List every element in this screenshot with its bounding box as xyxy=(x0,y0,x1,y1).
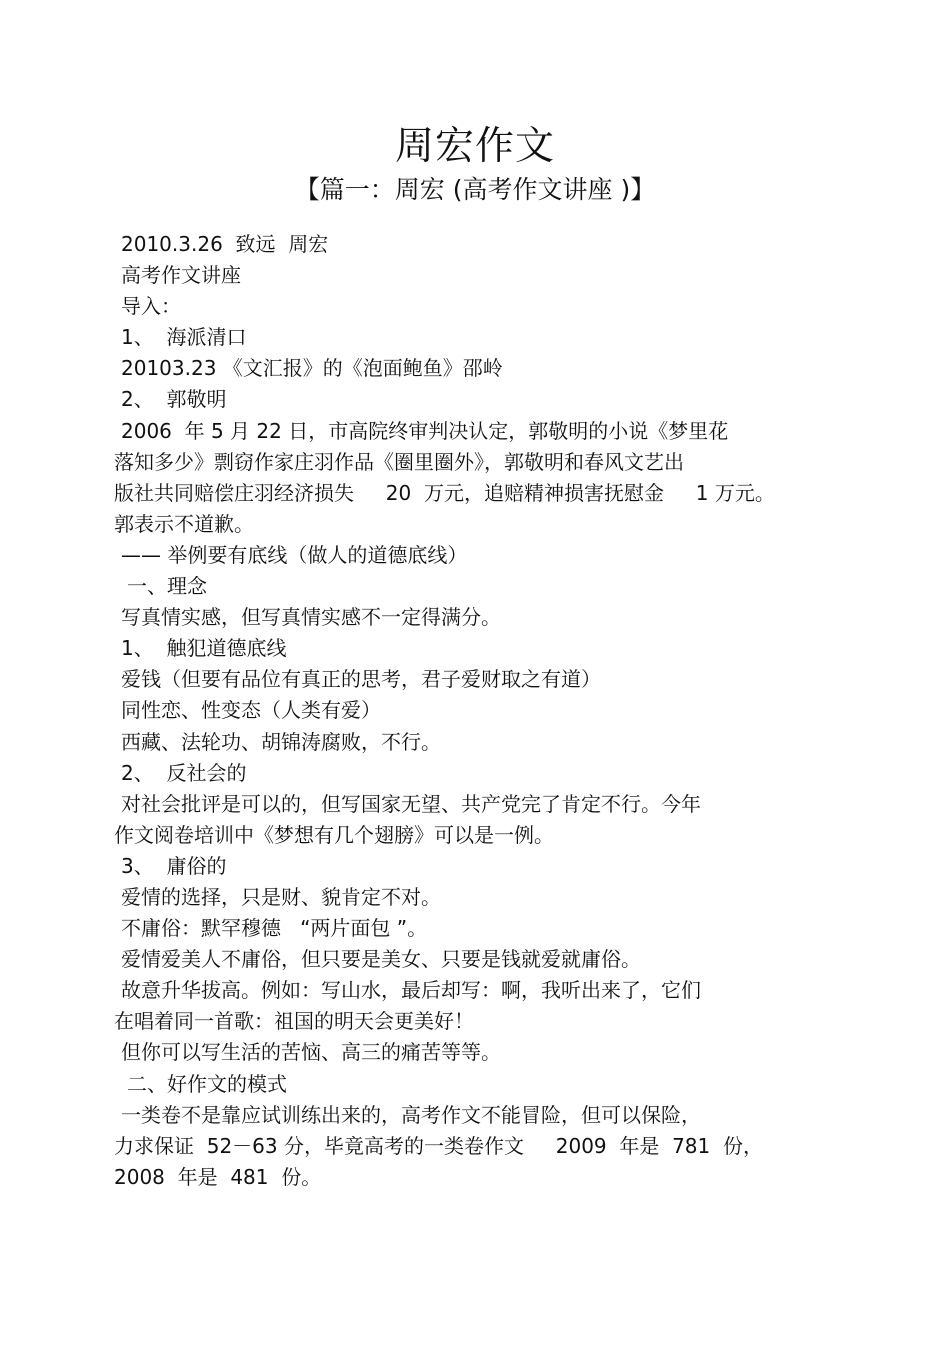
document-subtitle: 【篇一：周宏 (高考作文讲座 )】 xyxy=(294,175,656,204)
text-line: 20103.23 《文汇报》的《泡面鲍鱼》邵岭 xyxy=(121,356,503,381)
text-line: 力求保证 52－63 分，毕竟高考的一类卷作文 2009 年是 781 份， xyxy=(114,1133,763,1158)
text-line: 2008 年是 481 份。 xyxy=(114,1164,322,1189)
text-line: 1、 海派清口 xyxy=(121,325,247,350)
text-line: 落知多少》剽窃作家庄羽作品《圈里圈外》，郭敬明和春风文艺出 xyxy=(114,449,684,474)
text-line: 郭表示不道歉。 xyxy=(114,511,254,536)
text-line: 一类卷不是靠应试训练出来的，高考作文不能冒险，但可以保险， xyxy=(121,1102,701,1127)
text-line: 对社会批评是可以的，但写国家无望、共产党完了肯定不行。今年 xyxy=(121,791,701,816)
document-title: 周宏作文 xyxy=(394,124,555,169)
text-line: 2、 郭敬明 xyxy=(121,387,227,412)
text-line: 故意升华拔高。例如：写山水，最后却写：啊，我听出来了，它们 xyxy=(121,978,701,1003)
text-line: 西藏、法轮功、胡锦涛腐败，不行。 xyxy=(121,729,441,754)
text-line: 同性恋、性变态（人类有爱） xyxy=(121,698,381,723)
text-line: 3、 庸俗的 xyxy=(121,853,227,878)
text-line: 版社共同赔偿庄羽经济损失 20 万元，追赔精神损害抚慰金 1 万元。 xyxy=(114,480,775,505)
text-line: 导入： xyxy=(121,294,181,319)
text-line: 2、 反社会的 xyxy=(121,760,247,785)
text-line: 二、好作文的模式 xyxy=(127,1071,287,1096)
text-line: 爱情爱美人不庸俗，但只要是美女、只要是钱就爱就庸俗。 xyxy=(121,947,641,972)
text-line: 但你可以写生活的苦恼、高三的痛苦等等。 xyxy=(121,1040,501,1065)
text-line: 爱情的选择，只是财、貌肯定不对。 xyxy=(121,884,441,909)
text-line: 写真情实感，但写真情实感不一定得满分。 xyxy=(121,605,501,630)
text-line: 不庸俗：默罕穆德 “两片面包 ”。 xyxy=(121,916,428,941)
text-line: 1、 触犯道德底线 xyxy=(121,636,287,661)
text-line: 2006 年 5 月 22 日，市高院终审判决认定，郭敬明的小说《梦里花 xyxy=(121,418,729,443)
text-line: 爱钱（但要有品位有真正的思考，君子爱财取之有道） xyxy=(121,667,601,692)
text-line: 一、理念 xyxy=(127,574,207,599)
text-line: 作文阅卷培训中《梦想有几个翅膀》可以是一例。 xyxy=(114,822,554,847)
text-line: 2010.3.26 致远 周宏 xyxy=(121,232,329,256)
text-line: 高考作文讲座 xyxy=(121,263,241,288)
text-line: 在唱着同一首歌：祖国的明天会更美好！ xyxy=(114,1009,474,1034)
text-line: —— 举例要有底线（做人的道德底线） xyxy=(121,542,468,567)
document-body xyxy=(114,229,934,1193)
